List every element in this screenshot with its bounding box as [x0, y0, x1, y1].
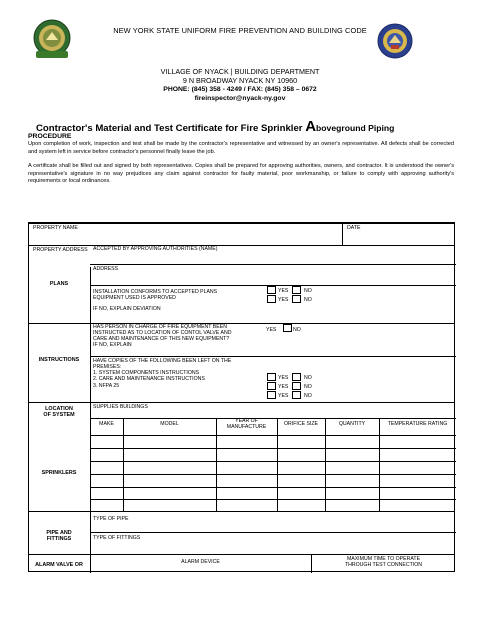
type-of-pipe-label: TYPE OF PIPE: [93, 516, 129, 522]
col-make: MAKE: [99, 421, 114, 427]
yes-label: YES: [266, 327, 277, 333]
title-tail: boveground Piping: [316, 123, 395, 133]
location-section-label: [29, 406, 89, 418]
instructions-q2-line-3: 1. SYSTEM COMPONENTS INSTRUCTIONS: [93, 370, 200, 376]
approved-no-checkbox[interactable]: [292, 295, 301, 303]
procedure-paragraph-1: Upon completion of work, inspection and test shall be made by the contractor's representative and witnessed by an owner's representative. All defects shall be corrected and system left in service before contractor's personnel finally leave the job.: [28, 141, 454, 155]
plans-address-label: ADDRESS: [93, 266, 119, 272]
max-time-line-2: THROUGH TEST CONNECTION: [344, 562, 423, 568]
procedure-heading: PROCEDURE: [28, 133, 72, 140]
supplies-buildings-label: SUPPLIES BUILDINGS: [93, 404, 148, 410]
col-model: MODEL: [160, 421, 179, 427]
copies-2-yes-checkbox[interactable]: [267, 382, 276, 390]
copies-3-no-checkbox[interactable]: [292, 391, 301, 399]
conforms-line-2: EQUIPMENT USED IS APPROVED: [93, 295, 176, 301]
alarm-section-label: ALARM VALVE OR: [35, 562, 83, 568]
procedure-paragraph-2: A certificate shall be filled out and signed by both representatives. Copies shall be prepared for approving authorities, owners, and contractor. It is understood the owner's representative's signature in no way prejudices any claim against contractor for faulty material, poor workmanship, or failure to comply with approving authority's requirements or local ordinances.: [28, 163, 454, 185]
title-main: Contractor's Material and Test Certificate for Fire Sprinkler: [36, 123, 306, 134]
accepted-by-label: ACCEPTED BY APPROVING AUTHORITIES (NAME): [93, 246, 218, 252]
no-label: NO: [304, 384, 312, 390]
instructions-section-label: INSTRUCTIONS: [38, 357, 80, 363]
yes-label: YES: [278, 288, 289, 294]
pipe-line-1: PIPE AND: [46, 530, 72, 536]
instructions-q2-line-2: PREMISES:: [93, 364, 122, 370]
instructions-q1-line-1: HAS PERSON IN CHARGE OF FIRE EQUIPMENT BEEN: [93, 324, 227, 330]
col-year: YEAR OF MANUFACTURE: [226, 418, 267, 430]
copies-3-yes-checkbox[interactable]: [267, 391, 276, 399]
certificate-form: [28, 222, 455, 572]
certificate-title: [36, 118, 394, 135]
pipe-line-2: FITTINGS: [46, 536, 72, 543]
conforms-no-checkbox[interactable]: [292, 286, 301, 294]
email-link[interactable]: fireinspector@nyack-ny.gov: [194, 95, 286, 102]
instructions-q2-line-1: HAVE COPIES OF THE FOLLOWING BEEN LEFT ON THE: [93, 358, 232, 364]
date-label: DATE: [347, 225, 361, 231]
phone-fax: PHONE: (845) 358 - 4249 / FAX: (845) 358 – 0672: [163, 86, 317, 93]
no-label: NO: [304, 288, 312, 294]
copies-1-yes-checkbox[interactable]: [267, 373, 276, 381]
code-title: NEW YORK STATE UNIFORM FIRE PREVENTION AND BUILDING CODE: [113, 26, 367, 35]
instructed-yes-checkbox[interactable]: [283, 324, 292, 332]
pipe-section-label: [29, 530, 89, 542]
location-line-2: OF SYSTEM: [43, 412, 75, 419]
col-orifice: ORIFICE SIZE: [283, 421, 318, 427]
yes-label: YES: [278, 384, 289, 390]
explain-deviation-label: IF NO, EXPLAIN DEVIATION: [93, 306, 161, 312]
instructions-q1-line-4: IF NO, EXPLAIN: [93, 342, 132, 348]
type-of-fittings-label: TYPE OF FITTINGS: [93, 535, 141, 541]
instructions-q2-line-4: 2. CARE AND MAINTENANCE INSTRUCTIONS: [93, 376, 205, 382]
fire-department-seal-icon: [30, 18, 74, 62]
instructions-q1-line-3: CARE AND MAINTENANCE OF THIS NEW EQUIPMENT?: [93, 336, 230, 342]
instructions-q2-line-5: 3. NFPA 25: [93, 383, 120, 389]
municipality-name: VILLAGE OF NYACK | BUILDING DEPARTMENT: [160, 67, 320, 76]
alarm-device-label: ALARM DEVICE: [181, 559, 220, 565]
department-address: 9 N BROADWAY NYACK NY 10960: [182, 76, 298, 85]
max-time-line-1: MAXIMUM TIME TO OPERATE: [346, 556, 421, 562]
conforms-line-1: INSTALLATION CONFORMS TO ACCEPTED PLANS: [93, 289, 218, 295]
approved-yes-checkbox[interactable]: [267, 295, 276, 303]
no-label: NO: [293, 327, 301, 333]
instructions-q1-line-2: INSTRUCTED AS TO LOCATION OF CONTOL VALVE AND: [93, 330, 232, 336]
no-label: NO: [304, 297, 312, 303]
property-name-label: PROPERTY NAME: [33, 225, 78, 231]
yes-label: YES: [278, 393, 289, 399]
yes-label: YES: [278, 297, 289, 303]
property-address-label: PROPERTY ADDRESS: [33, 247, 88, 253]
copies-2-no-checkbox[interactable]: [292, 382, 301, 390]
col-temperature: TEMPERATURE RATING: [387, 421, 448, 427]
copies-1-no-checkbox[interactable]: [292, 373, 301, 381]
col-quantity: QUANTITY: [338, 421, 366, 427]
sprinklers-section-label: SPRINKLERS: [41, 470, 77, 476]
title-big-letter: A: [305, 118, 317, 135]
conforms-yes-checkbox[interactable]: [267, 286, 276, 294]
no-label: NO: [304, 393, 312, 399]
location-line-1: LOCATION: [45, 406, 73, 412]
plans-section-label: PLANS: [49, 281, 69, 287]
yes-label: YES: [278, 375, 289, 381]
no-label: NO: [304, 375, 312, 381]
